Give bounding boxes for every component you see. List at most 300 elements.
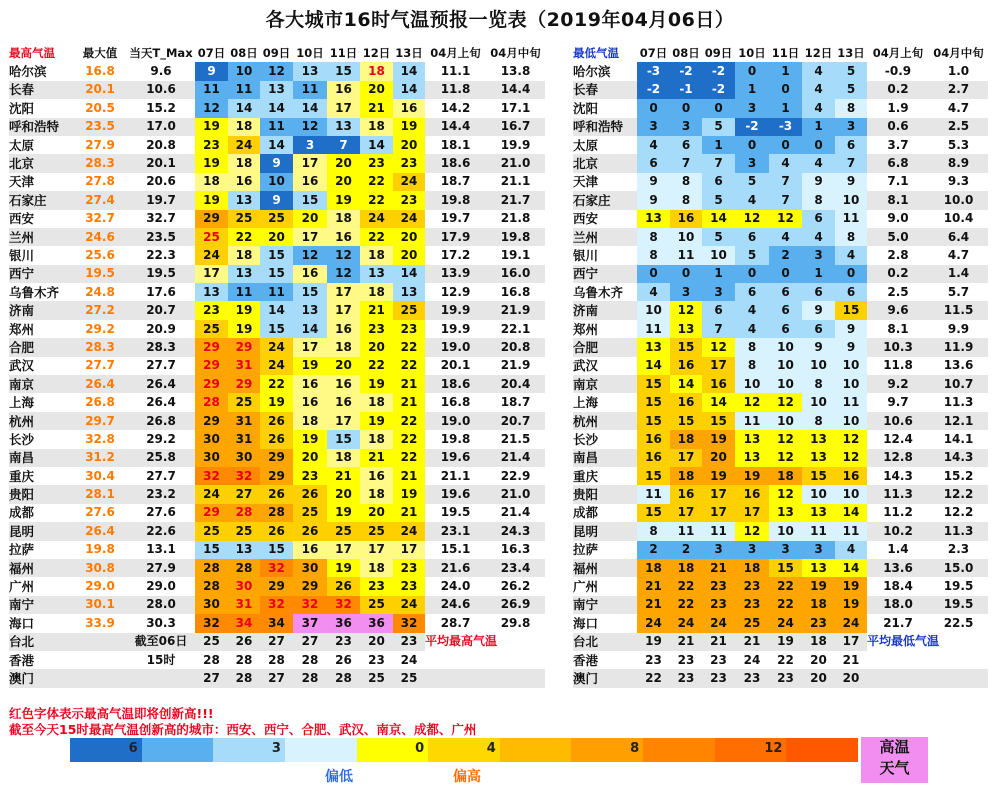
avg-early-april: 0.6 xyxy=(867,118,929,136)
forecast-low-cell: 0 xyxy=(670,265,702,283)
city-name: 兰州 xyxy=(9,228,73,246)
forecast-low-cell: 4 xyxy=(769,228,802,246)
avg-early-april: 19.0 xyxy=(425,338,486,356)
forecast-high-cell: 29 xyxy=(195,504,228,522)
forecast-low-cell: 8 xyxy=(670,173,702,191)
today-max: 19.5 xyxy=(127,265,195,283)
forecast-high-cell: 32 xyxy=(195,614,228,632)
avg-mid-april: 22.5 xyxy=(943,615,974,630)
avg-early-april: 11.3 xyxy=(867,485,929,503)
max-table-row xyxy=(9,669,545,687)
forecast-high-cell: 23 xyxy=(195,136,228,154)
max-table-row xyxy=(9,559,545,577)
forecast-low-cell: 12 xyxy=(769,393,802,411)
forecast-high-cell: 12 xyxy=(327,265,360,283)
forecast-high-cell: 29 xyxy=(195,357,228,375)
max-table-row xyxy=(9,522,545,540)
avg-mid-april: 15.0 xyxy=(929,559,988,577)
today-max: 25.8 xyxy=(127,449,195,467)
forecast-low-cell: 12 xyxy=(735,522,769,540)
forecast-high-cell: 17 xyxy=(327,99,360,117)
avg-early-april xyxy=(425,669,486,687)
forecast-low-cell: 9 xyxy=(835,320,867,338)
forecast-high-cell: 22 xyxy=(360,228,393,246)
record-max xyxy=(73,651,127,669)
avg-mid-april: 21.0 xyxy=(486,154,545,172)
record-max: 24.6 xyxy=(73,228,127,246)
city-name: 南京 xyxy=(573,375,637,393)
avg-early-april: 19.5 xyxy=(440,505,471,520)
avg-mid-april: 23.4 xyxy=(486,559,545,577)
forecast-low-cell: 17 xyxy=(702,357,735,375)
forecast-low-cell: 22 xyxy=(637,669,670,687)
forecast-low-cell: 3 xyxy=(702,283,735,301)
city-name: 成都 xyxy=(573,505,599,521)
avg-early-april: 14.2 xyxy=(440,100,471,115)
forecast-high-cell: 13 xyxy=(293,62,327,80)
forecast-high-cell: 17 xyxy=(327,283,360,301)
forecast-low-cell: 15 xyxy=(637,375,670,393)
forecast-high-cell: 16 xyxy=(360,467,393,485)
city-name: 石家庄 xyxy=(573,191,637,209)
avg-low-note: 平均最低气温 xyxy=(867,634,940,649)
forecast-low-cell: -2 xyxy=(637,81,670,99)
today-max: 27.9 xyxy=(127,559,195,577)
avg-early-april: 11.8 xyxy=(425,81,486,99)
forecast-low-cell: 0 xyxy=(769,81,802,99)
forecast-low-cell: 7 xyxy=(769,173,802,191)
avg-mid-april: 19.1 xyxy=(500,247,531,262)
forecast-low-cell: 8 xyxy=(670,191,702,209)
forecast-high-cell: 13 xyxy=(327,118,360,136)
forecast-low-cell: 16 xyxy=(637,449,670,467)
city-name: 太原 xyxy=(573,137,599,153)
avg-mid-april xyxy=(929,651,988,669)
forecast-low-cell: 10 xyxy=(802,485,835,503)
forecast-high-cell: 17 xyxy=(293,154,327,172)
min-table-row xyxy=(573,412,988,430)
forecast-low-cell: 19 xyxy=(702,467,735,485)
forecast-high-cell: 17 xyxy=(393,541,425,559)
city-name: 南宁 xyxy=(9,596,73,614)
legend-segment xyxy=(571,738,643,762)
forecast-high-cell: 12 xyxy=(293,246,327,264)
forecast-low-cell: 7 xyxy=(769,191,802,209)
avg-early-april: 11.2 xyxy=(883,505,913,520)
forecast-high-cell: 31 xyxy=(228,430,260,448)
forecast-high-cell: 29 xyxy=(195,375,228,393)
record-max: 27.8 xyxy=(85,174,115,189)
forecast-low-cell: 13 xyxy=(802,430,835,448)
forecast-low-cell: 21 xyxy=(637,577,670,595)
forecast-high-cell: 28 xyxy=(228,669,260,687)
forecast-low-cell: 15 xyxy=(670,412,702,430)
forecast-low-cell: 3 xyxy=(702,541,735,559)
avg-early-april: 12.9 xyxy=(440,284,471,299)
forecast-low-cell: 23 xyxy=(702,596,735,614)
min-table-row xyxy=(573,191,988,209)
avg-early-april: 12.4 xyxy=(883,431,913,446)
forecast-low-cell: 11 xyxy=(835,393,867,411)
forecast-high-cell: 22 xyxy=(393,449,425,467)
forecast-high-cell: 14 xyxy=(260,301,293,319)
max-header-10: 04月上旬 xyxy=(430,45,481,60)
max-header-11: 04月中旬 xyxy=(490,45,541,60)
min-table-row xyxy=(573,449,988,467)
avg-mid-april: 4.7 xyxy=(947,247,970,262)
forecast-high-cell: 29 xyxy=(195,412,228,430)
today-max: 9.6 xyxy=(150,64,172,79)
forecast-low-cell: 13 xyxy=(802,504,835,522)
forecast-low-cell: 3 xyxy=(637,118,670,136)
forecast-low-cell: 14 xyxy=(702,393,735,411)
forecast-low-cell: 18 xyxy=(769,467,802,485)
forecast-low-cell: 9 xyxy=(802,173,835,191)
forecast-high-cell: 14 xyxy=(260,99,293,117)
forecast-high-cell: 25 xyxy=(228,393,260,411)
page-title: 各大城市16时气温预报一览表（2019年04月06日） xyxy=(265,9,735,31)
forecast-low-cell: -3 xyxy=(769,118,802,136)
forecast-high-cell: 18 xyxy=(360,246,393,264)
forecast-low-cell: 11 xyxy=(670,522,702,540)
city-name: 长春 xyxy=(9,81,73,99)
forecast-low-cell: 3 xyxy=(835,118,867,136)
forecast-low-cell: 5 xyxy=(702,191,735,209)
forecast-high-cell: 9 xyxy=(260,191,293,209)
forecast-high-cell: 25 xyxy=(393,301,425,319)
forecast-high-cell: 14 xyxy=(360,136,393,154)
avg-early-april: 19.6 xyxy=(425,449,486,467)
forecast-low-cell: 21 xyxy=(670,633,702,651)
record-max: 24.8 xyxy=(85,284,115,299)
avg-early-april: 2.8 xyxy=(887,247,909,262)
avg-mid-april: 29.8 xyxy=(500,615,531,630)
forecast-high-cell: 17 xyxy=(327,301,360,319)
city-name: 乌鲁木齐 xyxy=(573,284,624,300)
avg-mid-april: 11.3 xyxy=(943,395,974,410)
avg-early-april: 19.8 xyxy=(425,191,486,209)
avg-early-april: 13.9 xyxy=(425,265,486,283)
city-name: 西宁 xyxy=(9,265,73,283)
forecast-low-cell: 0 xyxy=(835,265,867,283)
forecast-high-cell: 24 xyxy=(393,173,425,191)
forecast-low-cell: 1 xyxy=(769,62,802,80)
forecast-low-cell: 10 xyxy=(769,412,802,430)
forecast-low-cell: 10 xyxy=(835,191,867,209)
forecast-high-cell: 12 xyxy=(260,62,293,80)
today-max: 17.6 xyxy=(146,284,176,299)
max-table-row xyxy=(9,412,545,430)
min-table-row xyxy=(573,118,988,136)
forecast-low-cell: 9 xyxy=(637,173,670,191)
forecast-low-cell: 24 xyxy=(835,614,867,632)
forecast-low-cell: 17 xyxy=(835,633,867,651)
city-name: 上海 xyxy=(9,395,35,411)
record-max: 32.8 xyxy=(85,431,115,446)
forecast-high-cell: 25 xyxy=(360,596,393,614)
city-name: 呼和浩特 xyxy=(573,118,637,136)
forecast-low-cell: 12 xyxy=(735,393,769,411)
forecast-low-cell: 0 xyxy=(769,136,802,154)
legend-tick-label: 8 xyxy=(630,741,640,756)
city-name: 澳门 xyxy=(9,669,73,687)
forecast-high-cell: 31 xyxy=(228,357,260,375)
avg-mid-april: 21.5 xyxy=(500,431,531,446)
forecast-high-cell: 26 xyxy=(260,522,293,540)
forecast-low-cell: 2 xyxy=(670,541,702,559)
forecast-low-cell: 1 xyxy=(702,136,735,154)
forecast-low-cell: 21 xyxy=(637,596,670,614)
forecast-low-cell: 14 xyxy=(702,210,735,228)
avg-mid-april: 19.8 xyxy=(486,228,545,246)
forecast-low-cell: 8 xyxy=(835,99,867,117)
record-max: 27.6 xyxy=(85,505,115,520)
forecast-high-cell: 16 xyxy=(327,393,360,411)
max-header-3: 07日 xyxy=(197,45,226,60)
forecast-low-cell: 11 xyxy=(802,522,835,540)
forecast-high-cell: 34 xyxy=(260,614,293,632)
forecast-high-cell: 20 xyxy=(360,504,393,522)
forecast-low-cell: -3 xyxy=(637,62,670,80)
city-name: 西宁 xyxy=(573,265,637,283)
forecast-high-cell: 11 xyxy=(260,283,293,301)
forecast-low-cell: 6 xyxy=(735,228,769,246)
forecast-high-cell: 16 xyxy=(327,81,360,99)
forecast-high-cell: 26 xyxy=(335,652,352,667)
forecast-high-cell: 22 xyxy=(393,412,425,430)
today-max: 20.6 xyxy=(146,174,176,189)
forecast-low-cell: 17 xyxy=(670,504,702,522)
avg-mid-april: 20.4 xyxy=(486,375,545,393)
forecast-high-cell: 18 xyxy=(327,449,360,467)
forecast-low-cell: 20 xyxy=(702,449,735,467)
min-table-row xyxy=(573,338,988,356)
forecast-high-cell: 29 xyxy=(260,449,293,467)
avg-early-april: 19.9 xyxy=(425,301,486,319)
forecast-low-cell: 0 xyxy=(637,99,670,117)
forecast-high-cell: 17 xyxy=(195,265,228,283)
forecast-low-cell: 18 xyxy=(735,559,769,577)
avg-early-april: 1.4 xyxy=(887,542,909,557)
record-max: 26.4 xyxy=(73,375,127,393)
forecast-high-cell: 23 xyxy=(393,320,425,338)
forecast-high-cell: 23 xyxy=(360,154,393,172)
max-table-row xyxy=(9,357,545,375)
record-warning-note: 红色字体表示最高气温即将创新高!!! xyxy=(9,706,214,721)
forecast-low-cell: 19 xyxy=(735,467,769,485)
forecast-low-cell: 11 xyxy=(637,320,670,338)
forecast-high-cell: 31 xyxy=(228,412,260,430)
forecast-high-cell: 13 xyxy=(260,81,293,99)
avg-early-april: 24.0 xyxy=(440,579,471,594)
avg-early-april: -0.9 xyxy=(884,64,912,79)
forecast-low-cell: 23 xyxy=(702,577,735,595)
today-max: 29.0 xyxy=(146,579,176,594)
min-table-row xyxy=(573,651,988,669)
forecast-high-cell: 19 xyxy=(260,393,293,411)
avg-early-april xyxy=(867,669,929,687)
forecast-low-cell: 4 xyxy=(769,154,802,172)
forecast-high-cell: 29 xyxy=(260,577,293,595)
forecast-high-cell: 28 xyxy=(301,652,319,667)
record-max: 27.2 xyxy=(73,301,127,319)
min-table-row xyxy=(573,467,988,485)
city-name: 香港 xyxy=(573,652,599,668)
forecast-high-cell: 19 xyxy=(327,559,360,577)
forecast-high-cell: 15 xyxy=(327,430,360,448)
forecast-low-cell: 9 xyxy=(835,173,867,191)
min-header-9: 04月中旬 xyxy=(933,45,984,60)
forecast-low-cell: 5 xyxy=(835,62,867,80)
avg-mid-april: 19.9 xyxy=(500,137,531,152)
forecast-low-cell: 6 xyxy=(769,301,802,319)
avg-high-note: 平均最高气温 xyxy=(425,634,498,649)
forecast-high-cell: 15 xyxy=(293,283,327,301)
forecast-high-cell: 21 xyxy=(393,504,425,522)
forecast-high-cell: 23 xyxy=(327,633,360,651)
avg-mid-april: 12.1 xyxy=(929,412,988,430)
max-table-row xyxy=(9,338,545,356)
forecast-high-cell: 18 xyxy=(327,210,360,228)
min-table-row xyxy=(573,633,988,651)
forecast-high-cell: 7 xyxy=(327,136,360,154)
avg-mid-april: 1.4 xyxy=(929,265,988,283)
avg-mid-april: 20.7 xyxy=(486,412,545,430)
record-max: 27.7 xyxy=(85,358,115,373)
forecast-high-cell: 17 xyxy=(293,338,327,356)
min-table-row xyxy=(573,577,988,595)
forecast-low-cell: 10 xyxy=(835,375,867,393)
forecast-high-cell: 21 xyxy=(360,449,393,467)
min-header-4: 10日 xyxy=(738,45,766,60)
city-name: 哈尔滨 xyxy=(573,64,611,80)
forecast-low-cell: 23 xyxy=(735,669,769,687)
forecast-low-cell: 10 xyxy=(702,246,735,264)
forecast-high-cell: 22 xyxy=(260,375,293,393)
forecast-high-cell: 18 xyxy=(228,154,260,172)
record-max: 28.1 xyxy=(73,485,127,503)
city-name: 福州 xyxy=(9,559,73,577)
avg-early-april: 12.8 xyxy=(867,449,929,467)
avg-early-april: 13.6 xyxy=(867,559,929,577)
forecast-high-cell: 10 xyxy=(260,173,293,191)
forecast-low-cell: 14 xyxy=(835,559,867,577)
forecast-high-cell: 31 xyxy=(228,596,260,614)
today-max: 10.6 xyxy=(127,81,195,99)
max-header-4: 08日 xyxy=(230,45,258,60)
avg-mid-april: 2.7 xyxy=(929,81,988,99)
today-max: 28.3 xyxy=(127,338,195,356)
avg-early-april: 10.6 xyxy=(867,412,929,430)
avg-mid-april: 14.4 xyxy=(486,81,545,99)
city-name: 海口 xyxy=(573,615,599,631)
forecast-low-cell: 17 xyxy=(702,485,735,503)
hot-weather-label-2: 天气 xyxy=(879,759,910,777)
today-max: 27.7 xyxy=(146,358,176,373)
hot-weather-label-1: 高温 xyxy=(879,738,910,756)
forecast-low-cell: 13 xyxy=(735,449,769,467)
forecast-low-cell: 5 xyxy=(702,118,735,136)
forecast-high-cell: 17 xyxy=(327,541,360,559)
forecast-low-cell: 11 xyxy=(835,522,867,540)
forecast-high-cell: 16 xyxy=(293,393,327,411)
min-table-row xyxy=(573,246,988,264)
forecast-high-cell: 37 xyxy=(293,614,327,632)
forecast-high-cell: 21 xyxy=(393,393,425,411)
min-table-row xyxy=(573,430,988,448)
city-name: 济南 xyxy=(573,301,637,319)
forecast-low-cell: 12 xyxy=(769,485,802,503)
forecast-high-cell: 16 xyxy=(293,265,327,283)
forecast-low-cell: 14 xyxy=(637,357,670,375)
forecast-high-cell: 23 xyxy=(393,633,425,651)
forecast-high-cell: 24 xyxy=(393,596,425,614)
forecast-high-cell: 24 xyxy=(195,246,228,264)
city-name: 乌鲁木齐 xyxy=(9,284,60,300)
avg-early-april: 18.7 xyxy=(440,174,471,189)
avg-early-april: 11.1 xyxy=(440,64,471,79)
max-table-row xyxy=(9,320,545,338)
avg-early-april: 11.8 xyxy=(883,358,913,373)
max-header-8: 12日 xyxy=(362,45,391,60)
avg-mid-april: 10.7 xyxy=(929,375,988,393)
forecast-high-cell: 32 xyxy=(228,467,260,485)
avg-early-april: 1.9 xyxy=(887,100,909,115)
forecast-high-cell: 19 xyxy=(293,430,327,448)
today-max: 26.4 xyxy=(146,395,176,410)
forecast-high-cell: 13 xyxy=(360,265,393,283)
forecast-high-cell: 22 xyxy=(360,191,393,209)
city-name: 天津 xyxy=(573,174,599,190)
forecast-low-cell: 24 xyxy=(743,652,761,667)
min-table-row xyxy=(573,62,988,80)
min-header-6: 12日 xyxy=(804,45,833,60)
record-max: 28.3 xyxy=(73,154,127,172)
legend-high-label: 偏高 xyxy=(453,769,481,785)
city-name: 郑州 xyxy=(9,321,35,337)
min-table-row xyxy=(573,541,988,559)
avg-early-april: 23.1 xyxy=(425,522,486,540)
avg-mid-april: 6.4 xyxy=(929,228,988,246)
city-name: 哈尔滨 xyxy=(9,64,47,80)
avg-mid-april: 21.4 xyxy=(500,505,531,520)
record-max: 27.9 xyxy=(85,137,115,152)
min-header-7: 13日 xyxy=(837,45,865,60)
avg-mid-april: 21.4 xyxy=(486,449,545,467)
forecast-high-cell: 20 xyxy=(393,136,425,154)
city-name: 天津 xyxy=(9,174,35,190)
legend-tick-label: 4 xyxy=(486,741,496,756)
city-name: 合肥 xyxy=(573,338,637,356)
max-header-1: 最大值 xyxy=(82,45,118,60)
city-name: 武汉 xyxy=(9,358,35,374)
avg-early-april: 0.2 xyxy=(867,81,929,99)
forecast-low-cell: 15 xyxy=(702,412,735,430)
avg-mid-april: 16.8 xyxy=(500,284,531,299)
forecast-high-cell: 28 xyxy=(235,652,253,667)
forecast-high-cell: 15 xyxy=(327,62,360,80)
forecast-high-cell: 25 xyxy=(293,504,327,522)
avg-early-april: 9.7 xyxy=(887,395,909,410)
forecast-high-cell: 15 xyxy=(260,320,293,338)
forecast-low-cell: 1 xyxy=(769,99,802,117)
forecast-low-cell: 21 xyxy=(702,633,735,651)
forecast-high-cell: 21 xyxy=(393,467,425,485)
min-header-3: 09日 xyxy=(704,45,733,60)
forecast-low-cell: 2 xyxy=(637,541,670,559)
legend-tick-label: 6 xyxy=(128,741,138,756)
forecast-high-cell: 24 xyxy=(228,136,260,154)
